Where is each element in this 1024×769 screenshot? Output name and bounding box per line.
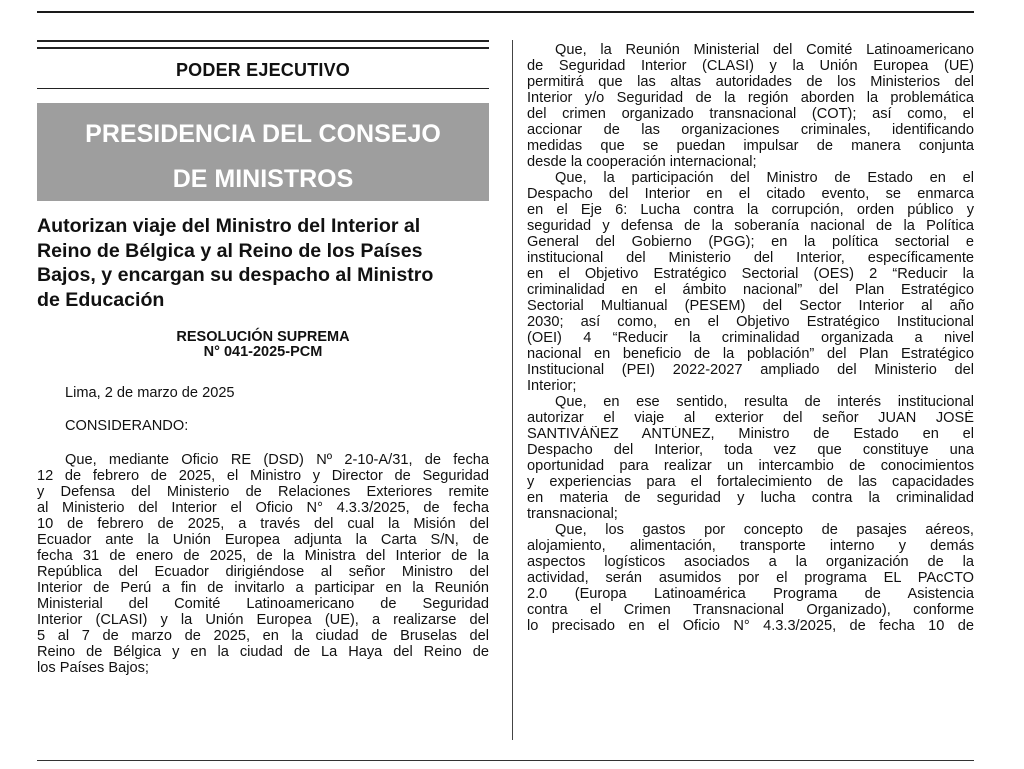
column-divider xyxy=(512,40,513,740)
text-line: nacional en beneficio de la población” del Plan Estratégico xyxy=(527,346,974,362)
text-line: 2030; así como, en el Objetivo Estratégico Institucional xyxy=(527,314,974,330)
left-paragraph xyxy=(37,452,489,676)
text-line: aspectos logísticos asociados a la organización de la xyxy=(527,554,974,570)
text-line: contra el Crimen Transnacional Organizado), conforme xyxy=(527,602,974,618)
document-title-line: Reino de Bélgica y al Reino de los Países xyxy=(37,239,423,262)
text-line: Que, mediante Oficio RE (DSD) Nº 2-10-A/31, de fecha xyxy=(65,452,489,469)
text-line: en materia de seguridad y lucha contra la criminalidad xyxy=(527,490,974,506)
text-line: Interior; xyxy=(527,378,577,394)
resolution-number: N° 041-2025-PCM xyxy=(203,344,323,361)
text-line: medidas que se puedan impulsar de manera conjunta xyxy=(527,138,974,154)
considerando-heading: CONSIDERANDO: xyxy=(65,418,189,435)
text-line: criminalidad en el ámbito nacional” del Plan Estratégico xyxy=(527,282,974,298)
text-line: SANTIVÁÑEZ ANTÚNEZ, Ministro de Estado en el xyxy=(527,426,974,442)
text-line: Institucional (PEI) 2022-2027 ampliado del Ministerio del xyxy=(527,362,974,378)
bottom-rule xyxy=(37,760,974,761)
document-title-line: de Educación xyxy=(37,288,165,311)
text-line: 10 de febrero de 2025, a través del cual la Misión del xyxy=(37,516,489,533)
text-line: autorizar el viaje al exterior del señor JUAN JOSÉ xyxy=(527,410,974,426)
text-line: al Ministerio del Interior el Oficio N° 4.3.3/2025, de fecha xyxy=(37,500,489,517)
text-line: Interior y/o Seguridad de la región aborden la problemática xyxy=(527,90,974,106)
text-line: Despacho del Interior, toda vez que constituye una xyxy=(527,442,974,458)
text-line: de Seguridad Interior (CLASI) y la Unión Europea (UE) xyxy=(527,58,974,74)
ministry-banner xyxy=(37,103,489,201)
text-line: Sectorial Multianual (PESEM) del Sector Interior al año xyxy=(527,298,974,314)
section-double-rule xyxy=(37,40,489,49)
text-line: Interior de Perú a fin de invitarlo a participar en la Reunión xyxy=(37,580,489,597)
document-title-line: Autorizan viaje del Ministro del Interior al xyxy=(37,215,421,237)
date-line: Lima, 2 de marzo de 2025 xyxy=(65,385,235,402)
ministry-banner-line-2: DE MINISTROS xyxy=(172,165,354,193)
text-line: fecha 31 de enero de 2025, de la Ministra del Interior de la xyxy=(37,548,489,565)
text-line: y Defensa del Ministerio de Relaciones Exteriores remite xyxy=(37,484,489,501)
text-line: General del Gobierno (PGG); en la política sectorial e xyxy=(527,234,974,250)
text-line: del crimen organizado transnacional (COT); así como, el xyxy=(527,106,974,122)
text-line: Ecuador ante la Unión Europea adjunta la Carta S/N, de xyxy=(37,532,489,549)
text-line: lo precisado en el Oficio N° 4.3.3/2025, de fecha 10 de xyxy=(527,618,974,634)
ministry-banner-line-1: PRESIDENCIA DEL CONSEJO xyxy=(85,120,441,148)
section-rule xyxy=(37,88,489,89)
text-line: 2.0 (Europa Latinoamérica Programa de Asistencia xyxy=(527,586,974,602)
text-line: Que, la participación del Ministro de Estado en el xyxy=(555,170,974,186)
text-line: en el Eje 6: Lucha contra la corrupción, orden público y xyxy=(527,202,974,218)
text-line: 5 al 7 de marzo de 2025, en la ciudad de Bruselas del xyxy=(37,628,489,645)
text-line: seguridad y defensa de la soberanía nacional de la Política xyxy=(527,218,974,234)
text-line: (OEI) 4 “Reducir la criminalidad organizada a nivel xyxy=(527,330,974,346)
document-title xyxy=(37,214,489,312)
text-line: Reino de Bélgica y en la ciudad de La Haya del Reino de xyxy=(37,644,489,661)
text-line: Que, en ese sentido, resulta de interés institucional xyxy=(555,394,974,410)
text-line: Despacho del Interior en el citado evento, se enmarca xyxy=(527,186,974,202)
text-line: Ministerial del Comité Latinoamericano de Seguridad xyxy=(37,596,489,613)
left-column xyxy=(37,40,489,676)
text-line: y experiencias para el fortalecimiento de las capacidades xyxy=(527,474,974,490)
text-line: Interior (CLASI) y la Unión Europea (UE), a realizarse del xyxy=(37,612,489,629)
text-line: desde la cooperación internacional; xyxy=(527,154,757,170)
text-line: actividad, serán asumidos por el programa EL PAcCTO xyxy=(527,570,974,586)
text-line: Que, los gastos por concepto de pasajes aéreos, xyxy=(555,522,974,538)
text-line: transnacional; xyxy=(527,506,618,522)
section-header: PODER EJECUTIVO xyxy=(175,60,351,80)
text-line: permitirá que las altas autoridades de los Ministerios del xyxy=(527,74,974,90)
text-line: oportunidad para realizar un intercambio de conocimientos xyxy=(527,458,974,474)
right-column xyxy=(527,42,974,634)
resolution-type: RESOLUCIÓN SUPREMA xyxy=(176,329,350,346)
text-line: accionar de las organizaciones criminales, identificando xyxy=(527,122,974,138)
text-line: en el Objetivo Estratégico Sectorial (OES) 2 “Reducir la xyxy=(527,266,974,282)
top-rule xyxy=(37,11,974,13)
document-title-line: Bajos, y encargan su despacho al Ministro xyxy=(37,264,434,287)
text-line: los Países Bajos; xyxy=(37,660,149,677)
text-line: alojamiento, alimentación, transporte interno y demás xyxy=(527,538,974,554)
text-line: República del Ecuador dirigiéndose al señor Ministro del xyxy=(37,564,489,581)
text-line: Que, la Reunión Ministerial del Comité Latinoamericano xyxy=(555,42,974,58)
resolution-heading xyxy=(37,330,489,360)
text-line: institucional del Ministerio del Interior, específicamente xyxy=(527,250,974,266)
text-line: 12 de febrero de 2025, el Ministro y Director de Seguridad xyxy=(37,468,489,485)
